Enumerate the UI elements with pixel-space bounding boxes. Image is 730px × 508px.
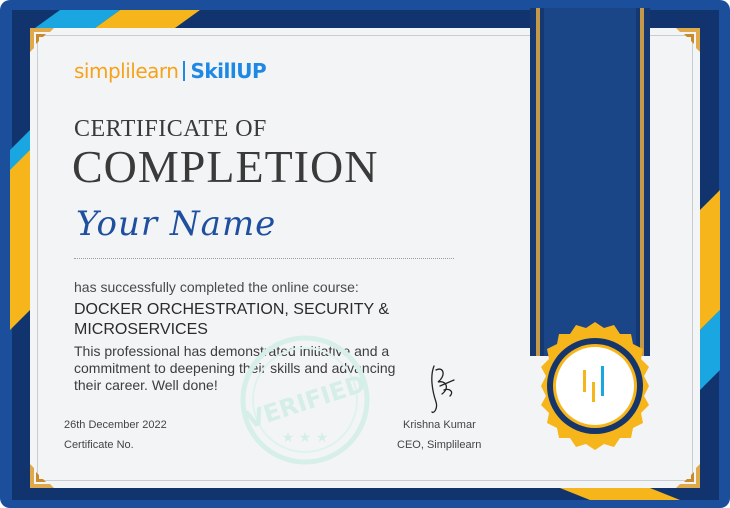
simplilearn-skillup-logo — [74, 58, 266, 84]
completed-course-text: has successfully completed the online course: — [74, 279, 359, 295]
stamp-text: VERIFIED — [242, 369, 369, 435]
logo-separator — [183, 61, 185, 81]
name-underline — [74, 258, 454, 259]
logo-skillup-text: SkillUP — [190, 59, 267, 83]
signature-krishna-kumar — [420, 360, 466, 416]
corner-ornament-top-left — [30, 28, 56, 54]
gold-seal-badge — [529, 320, 661, 452]
signer-name: Krishna Kumar — [403, 419, 476, 431]
corner-ornament-bottom-left — [30, 462, 56, 488]
heading-certificate-of: CERTIFICATE OF — [74, 116, 267, 142]
verified-stamp-watermark — [230, 330, 380, 470]
heading-completion: COMPLETION — [72, 141, 379, 192]
svg-text:★ ★ ★: ★ ★ ★ — [281, 430, 329, 446]
signer-title: CEO, Simplilearn — [397, 439, 482, 451]
logo-simplilearn-text: simplilearn — [74, 59, 179, 83]
issue-date: 26th December 2022 — [64, 419, 167, 431]
course-name: DOCKER ORCHESTRATION, SECURITY & MICROSERVICES — [74, 301, 389, 338]
corner-ornament-top-right — [674, 28, 700, 54]
achievement-description: This professional has demonstrated initiative and a commitment to deepening their skills and advancing their career. Well done! — [74, 343, 396, 393]
recipient-name: Your Name — [76, 204, 277, 244]
corner-ornament-bottom-right — [674, 462, 700, 488]
ribbon-banner — [530, 8, 650, 356]
certificate-number-label: Certificate No. — [64, 439, 134, 451]
